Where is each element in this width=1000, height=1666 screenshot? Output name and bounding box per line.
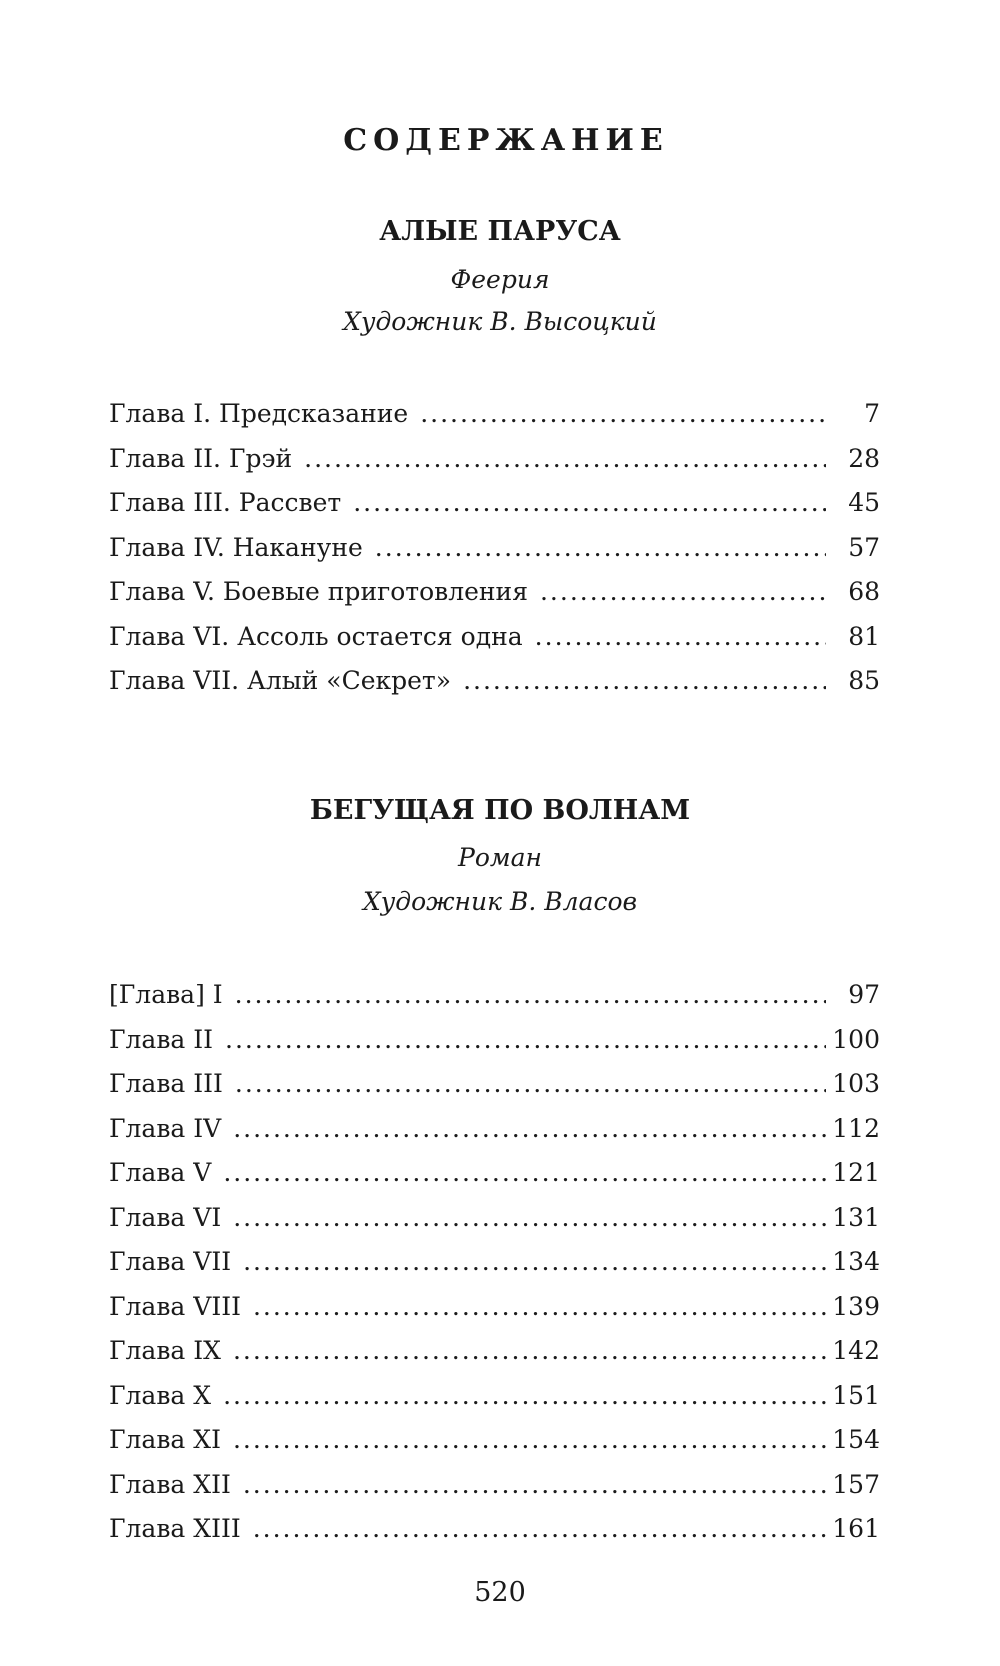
work-genre: Роман	[458, 843, 542, 872]
toc-entry-page: 85	[848, 666, 880, 695]
toc-entry-label: Глава IX	[109, 1336, 221, 1365]
toc-entry[interactable]	[109, 1418, 880, 1463]
toc-entry-label: Глава VI	[109, 1202, 222, 1232]
toc-entry-label: [Глава] I	[109, 980, 223, 1009]
toc-leader-dots	[233, 1418, 826, 1463]
toc-leader-dots	[304, 437, 826, 482]
toc-list-running-on-waves	[109, 973, 880, 1552]
toc-entry[interactable]	[109, 615, 880, 660]
toc-leader-dots	[535, 615, 826, 660]
toc-entry-label: Глава IV. Накануне	[109, 532, 363, 562]
toc-entry[interactable]	[109, 1285, 880, 1330]
toc-entry[interactable]	[109, 1018, 880, 1063]
work-artist: Художник В. Высоцкий	[343, 307, 657, 336]
toc-entry-label: Глава VII. Алый «Секрет»	[109, 666, 452, 695]
work-title: АЛЫЕ ПАРУСА	[379, 216, 621, 247]
toc-entry-page: 142	[832, 1336, 880, 1365]
toc-entry-label: Глава XI	[109, 1425, 221, 1454]
toc-entry[interactable]	[109, 1240, 880, 1285]
toc-entry[interactable]	[109, 973, 880, 1018]
toc-entry-page: 57	[848, 532, 880, 562]
toc-entry-page: 157	[832, 1469, 880, 1499]
toc-leader-dots	[253, 1507, 826, 1552]
toc-leader-dots	[420, 392, 826, 437]
toc-entry[interactable]	[109, 437, 880, 482]
toc-entry-page: 68	[848, 577, 880, 606]
toc-entry[interactable]	[109, 1196, 880, 1241]
toc-entry-label: Глава V. Боевые приготовления	[109, 577, 528, 606]
toc-entry-label: Глава III. Рассвет	[109, 488, 342, 517]
toc-entry[interactable]	[109, 392, 880, 437]
toc-entry-page: 103	[832, 1069, 880, 1098]
work-title: БЕГУЩАЯ ПО ВОЛНАМ	[309, 795, 691, 826]
toc-leader-dots	[223, 1374, 826, 1419]
toc-leader-dots	[243, 1463, 826, 1508]
toc-entry-label: Глава V	[109, 1158, 212, 1187]
toc-leader-dots	[235, 1062, 826, 1107]
toc-entry-page: 112	[832, 1113, 880, 1143]
toc-leader-dots	[375, 526, 826, 571]
toc-list-scarlet-sails	[109, 392, 880, 704]
toc-leader-dots	[233, 1107, 826, 1152]
toc-leader-dots	[223, 1151, 826, 1196]
work-genre: Феерия	[450, 265, 550, 294]
toc-entry-label: Глава XII	[109, 1469, 231, 1499]
toc-entry-label: Глава II	[109, 1024, 214, 1054]
toc-entry-page: 97	[848, 980, 880, 1009]
work-artist: Художник В. Власов	[362, 887, 638, 916]
toc-leader-dots	[463, 659, 826, 704]
toc-entry-page: 7	[864, 399, 880, 428]
toc-entry[interactable]	[109, 1107, 880, 1152]
toc-entry-label: Глава II. Грэй	[109, 443, 293, 473]
toc-leader-dots	[233, 1196, 826, 1241]
toc-entry-page: 154	[832, 1425, 880, 1454]
toc-entry-page: 121	[832, 1158, 880, 1187]
toc-entry-page: 81	[848, 621, 880, 651]
toc-leader-dots	[235, 973, 826, 1018]
toc-entry[interactable]	[109, 570, 880, 615]
toc-entry[interactable]	[109, 1463, 880, 1508]
toc-leader-dots	[233, 1329, 826, 1374]
toc-entry-label: Глава VI. Ассоль остается одна	[109, 621, 523, 651]
toc-leader-dots	[243, 1240, 826, 1285]
toc-entry-label: Глава I. Предсказание	[109, 399, 409, 428]
toc-entry-label: Глава X	[109, 1380, 212, 1410]
toc-entry[interactable]	[109, 1507, 880, 1552]
page-number: 520	[474, 1577, 526, 1608]
toc-entry-label: Глава IV	[109, 1113, 222, 1143]
toc-leader-dots	[540, 570, 826, 615]
toc-leader-dots	[353, 481, 826, 526]
toc-entry-label: Глава VII	[109, 1247, 232, 1276]
toc-entry[interactable]	[109, 526, 880, 571]
toc-entry-label: Глава XIII	[109, 1514, 241, 1543]
toc-leader-dots	[253, 1285, 826, 1330]
toc-entry-label: Глава VIII	[109, 1291, 241, 1321]
toc-entry-page: 28	[848, 443, 880, 473]
toc-entry-page: 134	[832, 1247, 880, 1276]
toc-entry[interactable]	[109, 1374, 880, 1419]
toc-leader-dots	[225, 1018, 826, 1063]
toc-entry-page: 100	[832, 1024, 880, 1054]
toc-entry-page: 131	[832, 1202, 880, 1232]
toc-entry[interactable]	[109, 659, 880, 704]
contents-title: СОДЕРЖАНИЕ	[343, 123, 669, 158]
toc-entry-label: Глава III	[109, 1069, 223, 1098]
toc-entry[interactable]	[109, 481, 880, 526]
toc-entry-page: 45	[848, 488, 880, 517]
toc-entry[interactable]	[109, 1151, 880, 1196]
toc-entry[interactable]	[109, 1062, 880, 1107]
toc-entry-page: 151	[832, 1380, 880, 1410]
toc-entry[interactable]	[109, 1329, 880, 1374]
toc-entry-page: 161	[832, 1514, 880, 1543]
toc-entry-page: 139	[832, 1291, 880, 1321]
